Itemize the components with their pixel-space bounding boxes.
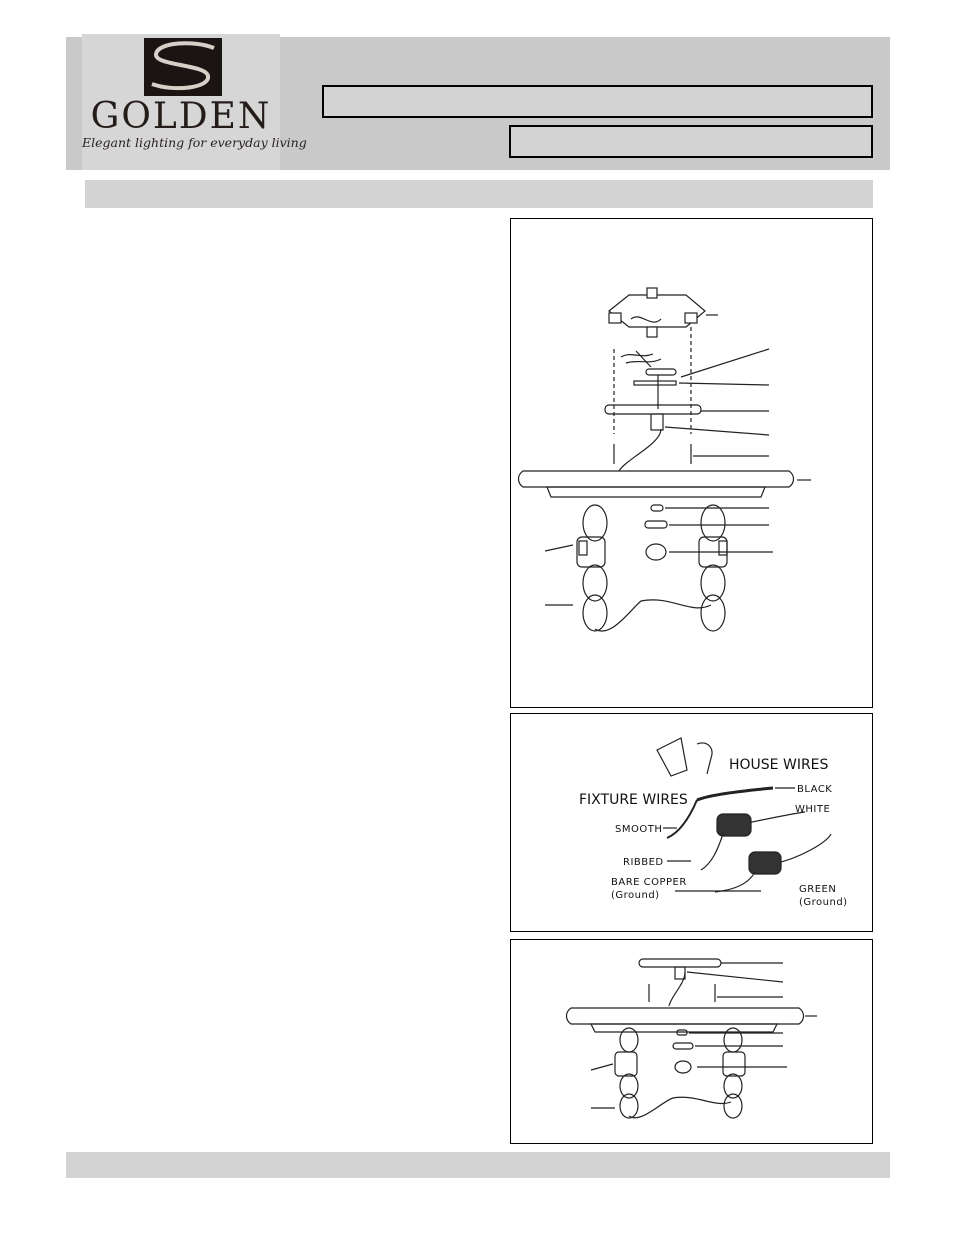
ribbed-wire-label: RIBBED	[623, 857, 664, 868]
smooth-wire-label: SMOOTH	[615, 824, 663, 835]
black-wire-label: BLACK	[797, 784, 833, 795]
green-wire-note: (Ground)	[799, 897, 848, 908]
footer-bar	[66, 1152, 890, 1178]
section-heading-bar	[85, 180, 873, 208]
assembly-diagram	[510, 939, 873, 1144]
wiring-diagram-drawing	[511, 714, 874, 933]
brand-tagline: Elegant lighting for everyday living	[82, 135, 307, 150]
mounting-diagram-drawing	[511, 219, 874, 709]
white-wire-label: WHITE	[795, 804, 831, 815]
assembly-diagram-drawing	[511, 940, 874, 1145]
fixture-wires-label: FIXTURE WIRES	[579, 792, 688, 808]
house-wires-label: HOUSE WIRES	[729, 757, 829, 773]
brand-name: GOLDEN	[90, 96, 272, 137]
wiring-diagram	[510, 713, 873, 932]
logo-mark	[144, 38, 222, 96]
product-title-box	[322, 85, 873, 118]
product-subtitle-box	[509, 125, 873, 158]
mounting-diagram	[510, 218, 873, 708]
bare-copper-label: BARE COPPER	[611, 877, 687, 888]
brand-logo	[82, 34, 307, 170]
bare-copper-note: (Ground)	[611, 890, 660, 901]
green-wire-label: GREEN	[799, 884, 837, 895]
